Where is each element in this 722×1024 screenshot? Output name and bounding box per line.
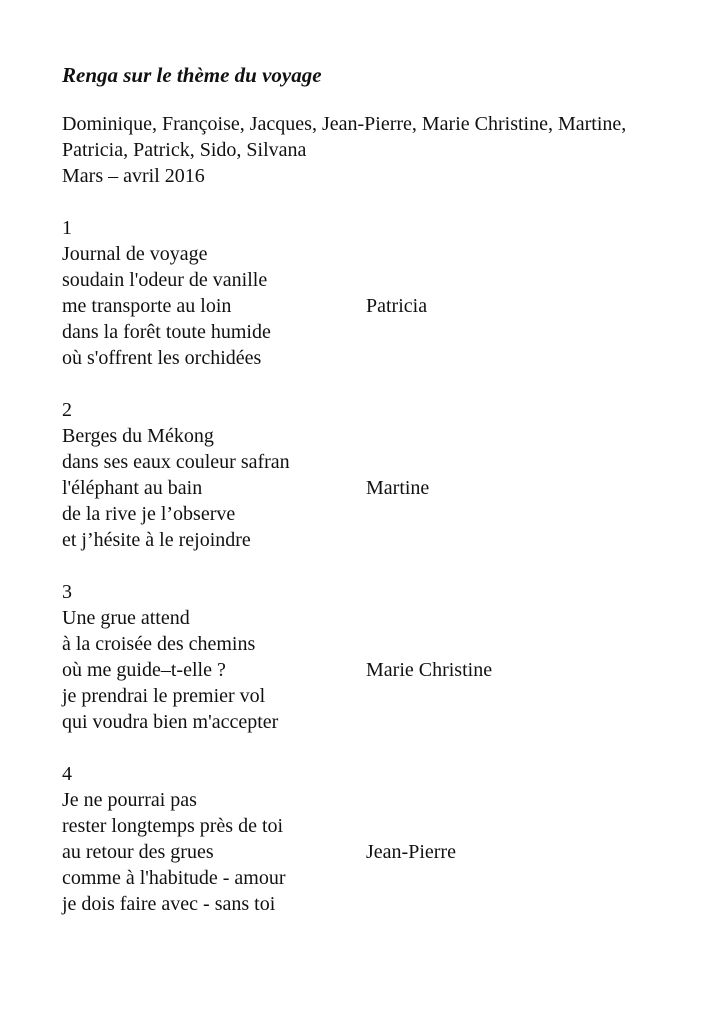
stanza-number: 3 bbox=[62, 581, 72, 603]
participants-line-1: Dominique, Françoise, Jacques, Jean-Pierre, Marie Christine, Martine, bbox=[62, 113, 627, 135]
stanza-line: Une grue attend bbox=[62, 607, 190, 629]
stanza-3 bbox=[62, 579, 682, 735]
stanza-line: l'éléphant au bain bbox=[62, 477, 203, 499]
stanza-line: où me guide–t-elle ? bbox=[62, 659, 226, 681]
stanza-line: où s'offrent les orchidées bbox=[62, 347, 262, 369]
stanza-line: Je ne pourrai pas bbox=[62, 789, 197, 811]
stanza-line: soudain l'odeur de vanille bbox=[62, 269, 268, 291]
document-page bbox=[62, 60, 682, 917]
date-line: Mars – avril 2016 bbox=[62, 165, 205, 187]
stanza-line: je prendrai le premier vol bbox=[62, 685, 266, 707]
document-title: Renga sur le thème du voyage bbox=[62, 63, 322, 87]
stanza-line: de la rive je l’observe bbox=[62, 503, 236, 525]
stanza-4 bbox=[62, 761, 682, 917]
stanza-line: Journal de voyage bbox=[62, 243, 208, 265]
stanza-line: qui voudra bien m'accepter bbox=[62, 711, 279, 733]
stanza-line: au retour des grues bbox=[62, 841, 214, 863]
stanza-line: je dois faire avec - sans toi bbox=[62, 893, 276, 915]
document-meta bbox=[62, 111, 682, 189]
stanza-1 bbox=[62, 215, 682, 371]
stanza-line: dans ses eaux couleur safran bbox=[62, 451, 290, 473]
stanza-line: comme à l'habitude - amour bbox=[62, 867, 286, 889]
stanza-line: dans la forêt toute humide bbox=[62, 321, 271, 343]
stanza-author: Marie Christine bbox=[366, 659, 493, 681]
stanza-number: 4 bbox=[62, 763, 72, 785]
stanza-line: me transporte au loin bbox=[62, 295, 232, 317]
stanza-line: Berges du Mékong bbox=[62, 425, 214, 447]
participants-line-2: Patricia, Patrick, Sido, Silvana bbox=[62, 139, 307, 161]
stanza-line: rester longtemps près de toi bbox=[62, 815, 284, 837]
stanza-author: Patricia bbox=[366, 295, 428, 317]
stanza-author: Martine bbox=[366, 477, 430, 499]
stanza-number: 2 bbox=[62, 399, 72, 421]
stanza-line: à la croisée des chemins bbox=[62, 633, 256, 655]
stanza-number: 1 bbox=[62, 217, 72, 239]
stanza-2 bbox=[62, 397, 682, 553]
stanza-author: Jean-Pierre bbox=[366, 841, 456, 863]
stanza-line: et j’hésite à le rejoindre bbox=[62, 529, 251, 551]
